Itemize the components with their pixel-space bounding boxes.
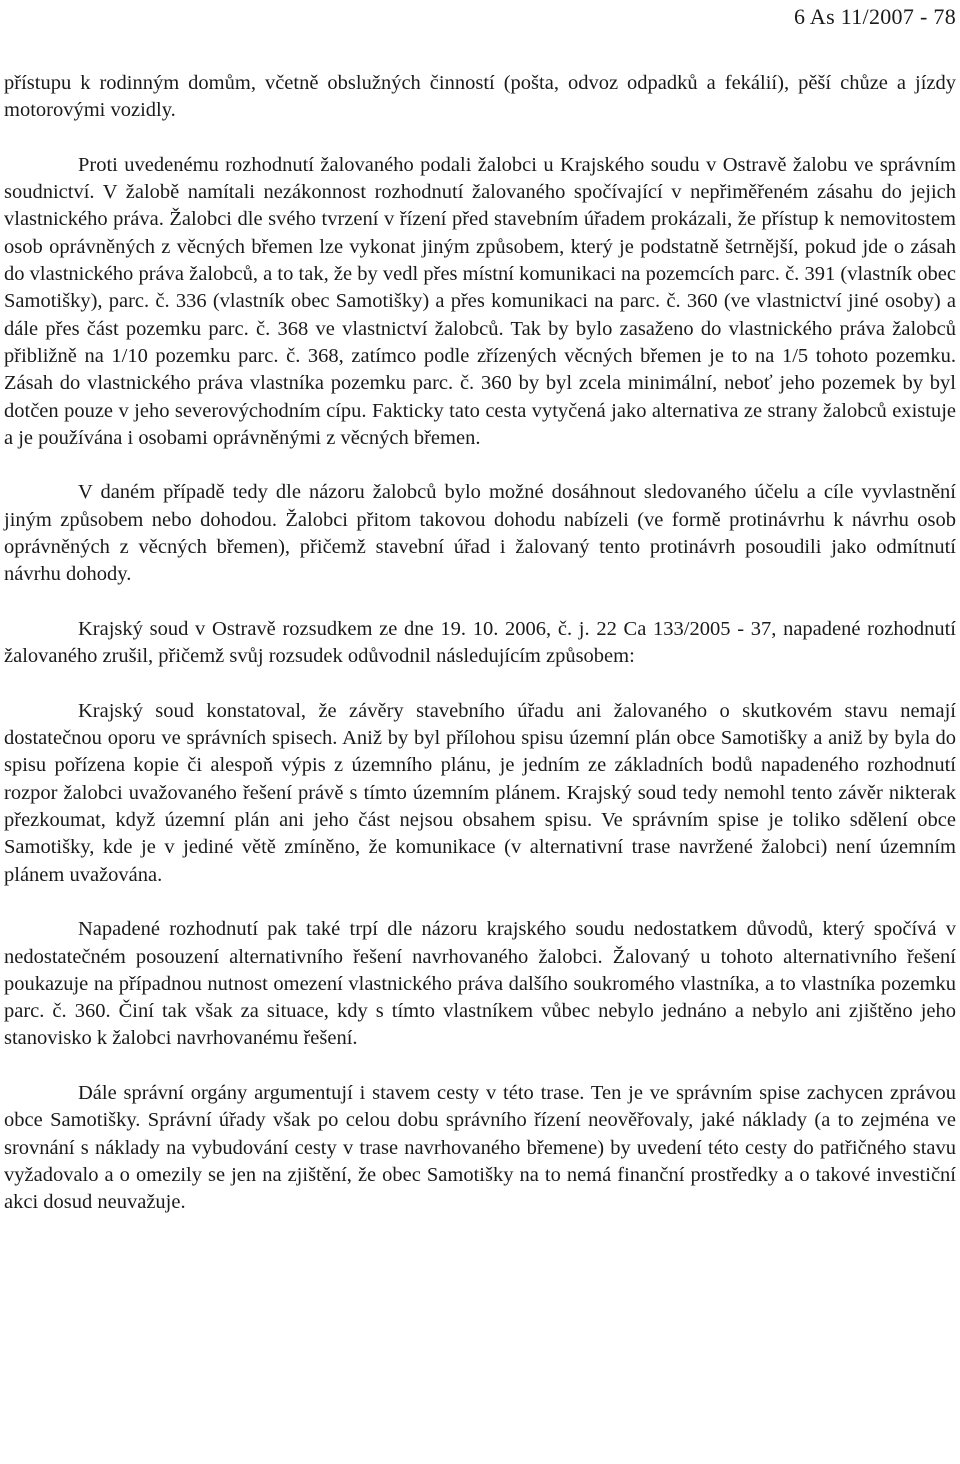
paragraph-court-findings: Krajský soud konstatoval, že závěry stavebního úřadu ani žalovaného o skutkovém stavu nemají dostatečnou oporu ve správních spisech. Aniž by byl přílohou spisu územní plán obce Samotišky a aniž by byla do spisu pořízena kopie či alespoň výpis z územního plánu, je jedním ze základních bodů napadeného rozhodnutí rozpor žalobci uvažovaného řešení právě s tímto územním plánem. Krajský soud tedy nemohl tento závěr nikterak přezkoumat, když územní plán ani jeho část nejsou obsahem spisu. Ve správním spise je toliko sdělení obce Samotišky, kde je v jediné větě zmíněno, že komunikace (v alternativní trase navržené žalobci) není územním plánem uvažována. (4, 699, 956, 886)
case-number-header: 6 As 11/2007 - 78 (794, 4, 956, 29)
paragraph-road-condition: Dále správní orgány argumentují i stavem cesty v této trase. Ten je ve správním spise zachycen zprávou obce Samotišky. Správní úřady však po celou dobu správního řízení neověřovaly, jaké náklady (a to zejména ve srovnání s náklady na vybudování cesty v trase navrhovaného břemene) by uvedení této cesty do patřičného stavu vyžadovalo a o omezily se jen na zjištění, že obec Samotišky na to nemá finanční prostředky a o takové investiční akci dosud neuvažuje. (4, 1081, 956, 1214)
paragraph-continuation: přístupu k rodinným domům, včetně obslužných činností (pošta, odvoz odpadků a fekálií), pěší chůze a jízdy motorovými vozidly. (4, 72, 956, 122)
document-body (4, 70, 956, 1216)
paragraph-lawsuit: Proti uvedenému rozhodnutí žalovaného podali žalobci u Krajského soudu v Ostravě žalobu ve správním soudnictví. V žalobě namítali nezákonnost rozhodnutí žalovaného spočívající v nepřiměřeném zásahu do jejich vlastnického práva. Žalobci dle svého tvrzení v řízení před stavebním úřadem prokázali, že přístup k nemovitostem osob oprávněných z věcných břemen lze vykonat jiným způsobem, který je podstatně šetrnější, pokud jde o zásah do vlastnického práva žalobců, a to tak, že by vedl přes místní komunikaci na pozemcích parc. č. 391 (vlastník obec Samotišky), parc. č. 336 (vlastník obec Samotišky) a přes komunikaci na parc. č. 360 (ve vlastnictví jiné osoby) a dále přes část pozemku parc. č. 368 ve vlastnictví žalobců. Tak by bylo zasaženo do vlastnického práva žalobců přibližně na 1/10 pozemku parc. č. 368, zatímco podle zřízených věcných břemen je to na 1/5 tohoto pozemku. Zásah do vlastnického práva vlastníka pozemku parc. č. 360 by byl zcela minimální, neboť jeho pozemek by byl dotčen pouze v jeho severovýchodním cípu. Fakticky tato cesta vytyčená jako alternativa ze strany žalobců existuje a je používána i osobami oprávněnými z věcných břemen. (4, 153, 956, 449)
paragraph-agreement: V daném případě tedy dle názoru žalobců bylo možné dosáhnout sledovaného účelu a cíle vyvlastnění jiným způsobem nebo dohodou. Žalobci přitom takovou dohodu nabízeli (ve formě protinávrhu k návrhu osob oprávněných z věcných břemen), přičemž stavební úřad i žalovaný tento protinávrh posoudili jako odmítnutí návrhu dohody. (4, 481, 956, 586)
paragraph-regional-court-ruling: Krajský soud v Ostravě rozsudkem ze dne 19. 10. 2006, č. j. 22 Ca 133/2005 - 37, napadené rozhodnutí žalovaného zrušil, přičemž svůj rozsudek odůvodnil následujícím způsobem: (4, 617, 956, 668)
paragraph-insufficient-reasons: Napadené rozhodnutí pak také trpí dle názoru krajského soudu nedostatkem důvodů, který spočívá v nedostatečném posouzení alternativního řešení navrhovaného žalobci. Žalovaný u tohoto alternativního řešení poukazuje na případnou nutnost omezení vlastnického práva dalšího soukromého vlastníka, a to vlastníka pozemku parc. č. 360. Činí tak však za situace, kdy s tímto vlastníkem vůbec nebylo jednáno a nebylo ani zjištěno jeho stanovisko k žalobci navrhovanému řešení. (4, 918, 956, 1050)
